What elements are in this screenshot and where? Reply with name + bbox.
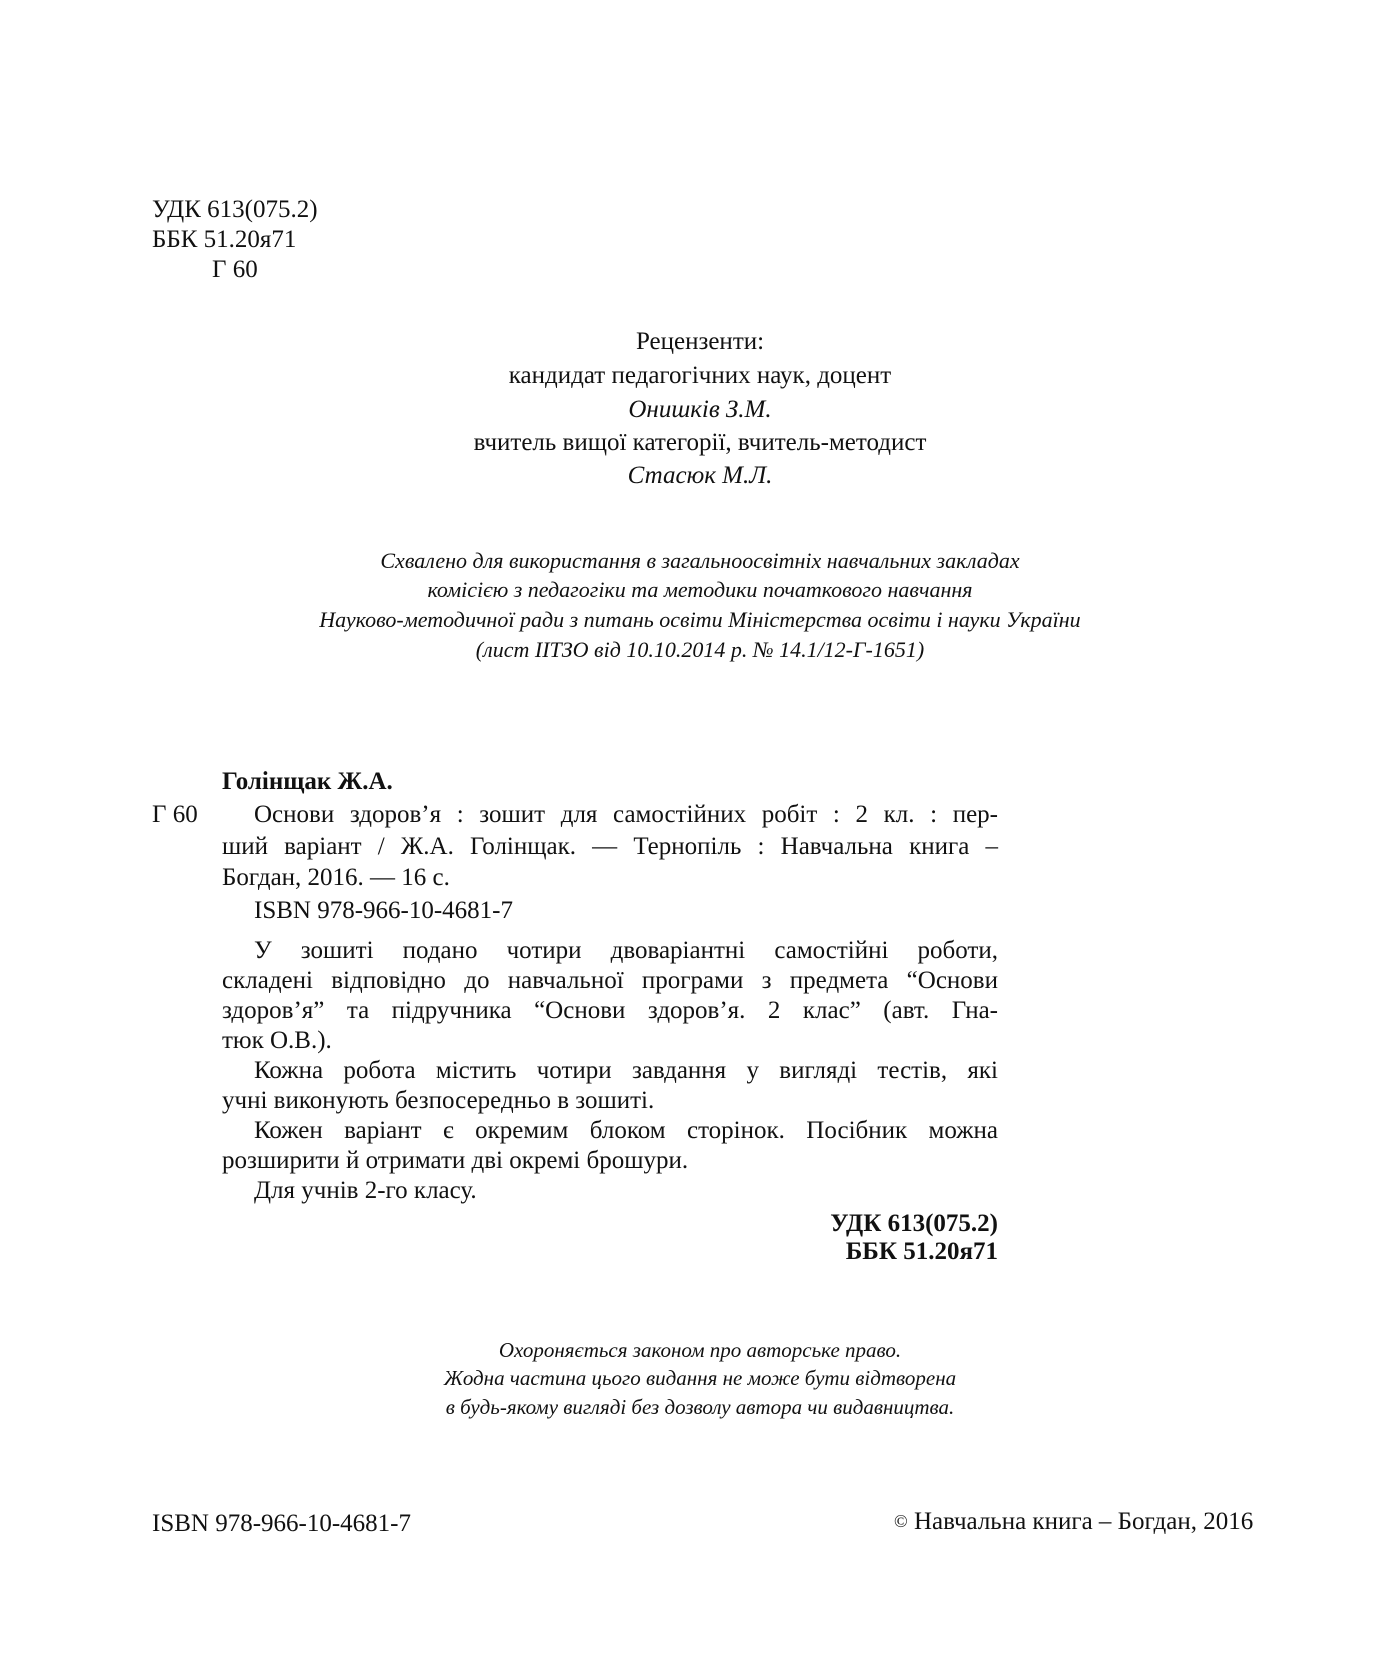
approval-line: Науково-методичної ради з питань освіти Міністерства освіти і науки України [319, 607, 1081, 632]
annotation-line: розширити й отримати дві окремі брошури. [222, 1147, 689, 1174]
catalog-title-line: Основи здоров’я : зошит для самостійних робіт : 2 кл. : пер- [254, 801, 998, 828]
reviewer-2-title: вчитель вищої категорії, вчитель-методист [473, 429, 927, 456]
catalog-udk: УДК 613(075.2) [830, 1210, 998, 1237]
notice-line: в будь-якому вигляді без дозволу автора чи видавництва. [445, 1395, 955, 1419]
author-sign: Г 60 [212, 256, 258, 283]
catalog-title-line: Богдан, 2016. — 16 с. [222, 864, 450, 891]
copyright-icon: © [894, 1511, 908, 1531]
annotation-line: тюк О.В.). [222, 1027, 332, 1054]
annotation-line: Кожен варіант є окремим блоком сторінок. Посібник можна [254, 1117, 998, 1144]
catalog-sign: Г 60 [152, 801, 198, 828]
notice-line: Жодна частина цього видання не може бути відтворена [443, 1366, 957, 1390]
reviewer-1-title: кандидат педагогічних наук, доцент [508, 362, 892, 389]
catalog-bbk: ББК 51.20я71 [845, 1238, 998, 1265]
catalog-isbn: ISBN 978-966-10-4681-7 [254, 897, 514, 924]
annotation-line: У зошиті подано чотири двоваріантні самостійні роботи, [254, 937, 998, 964]
annotation-line: Для учнів 2-го класу. [254, 1177, 477, 1204]
annotation-line: складені відповідно до навчальної програми з предмета “Основи [222, 967, 998, 994]
reviewers-heading: Рецензенти: [635, 328, 765, 355]
annotation-line: здоров’я” та підручника “Основи здоров’я. 2 клас” (авт. Гна- [222, 997, 998, 1024]
udk-code: УДК 613(075.2) [152, 196, 318, 223]
approval-line: Схвалено для використання в загальноосвітніх навчальних закладах [380, 548, 1020, 573]
catalog-author: Голінщак Ж.А. [222, 768, 393, 795]
reviewer-2-name: Стасюк М.Л. [627, 462, 773, 489]
annotation-line: учні виконують безпосередньо в зошиті. [222, 1087, 655, 1114]
catalog-title-line: ший варіант / Ж.А. Голінщак. — Тернопіль : Навчальна книга – [222, 833, 998, 860]
approval-line: (лист ІІТЗО від 10.10.2014 р. № 14.1/12-Г-1651) [475, 637, 925, 662]
bbk-code: ББК 51.20я71 [152, 226, 297, 253]
annotation-line: Кожна робота містить чотири завдання у вигляді тестів, які [254, 1057, 998, 1084]
notice-line: Охороняється законом про авторське право. [498, 1338, 902, 1362]
approval-line: комісією з педагогіки та методики початкового навчання [427, 577, 973, 602]
reviewer-1-name: Онишків З.М. [628, 396, 772, 423]
footer-isbn: ISBN 978-966-10-4681-7 [152, 1510, 412, 1537]
footer-copyright [894, 1506, 1253, 1537]
footer-copyright-text: Навчальна книга – Богдан, 2016 [913, 1508, 1254, 1535]
